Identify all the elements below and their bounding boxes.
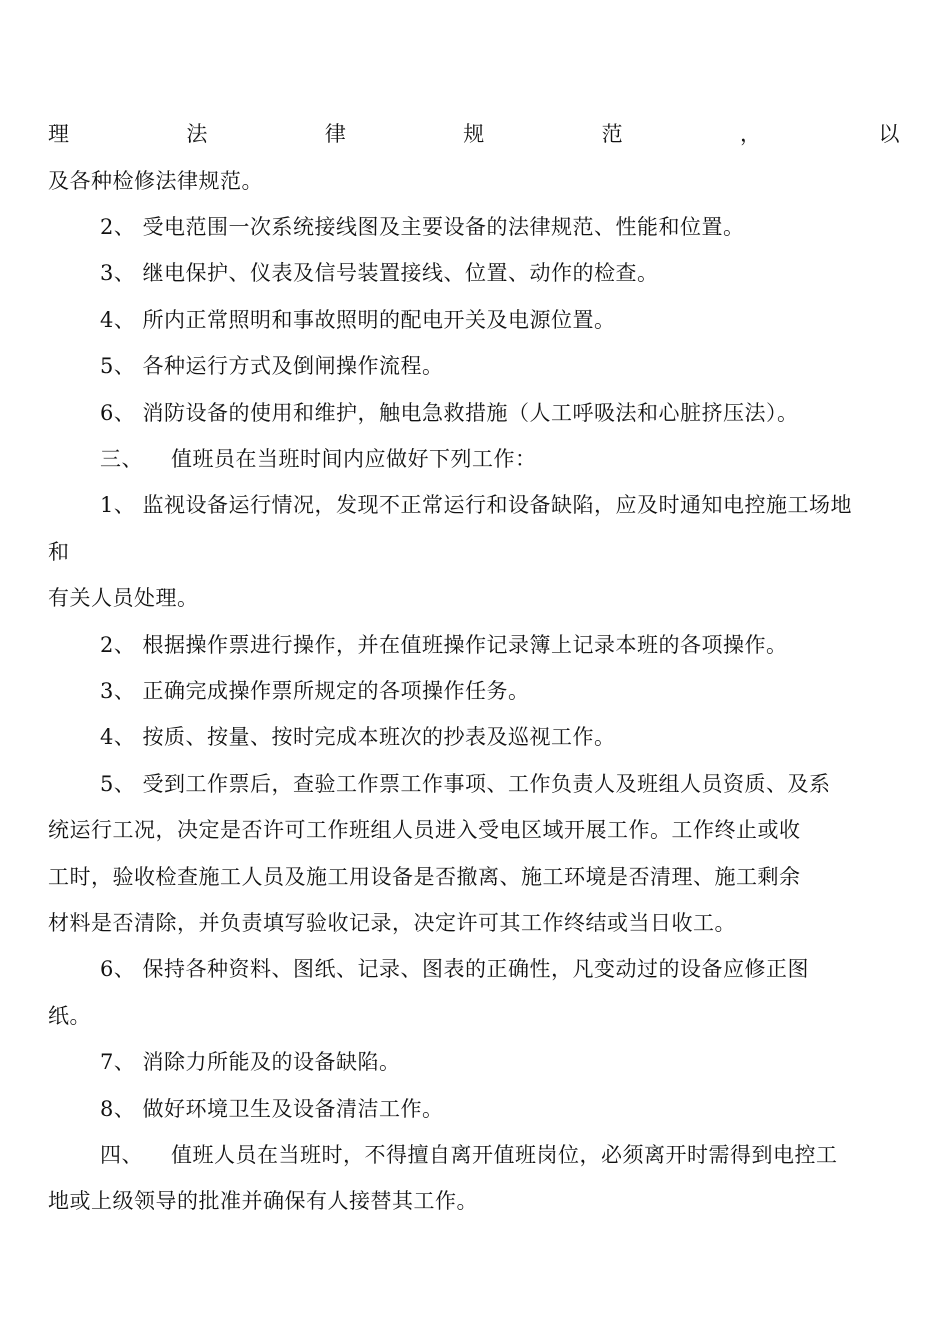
text-line: 材料是否清除，并负责填写验收记录，决定许可其工作终结或当日收工。 xyxy=(48,911,736,935)
text-line: 地或上级领导的批准并确保有人接替其工作。 xyxy=(48,1189,478,1213)
list-item: 6、 消防设备的使用和维护，触电急救措施（人工呼吸法和心脏挤压法）。 xyxy=(100,401,799,425)
section-heading xyxy=(100,1140,838,1170)
list-item: 2、 受电范围一次系统接线图及主要设备的法律规范、性能和位置。 xyxy=(100,215,745,239)
text-line: 有关人员处理。 xyxy=(48,586,199,610)
section-number: 三、 xyxy=(100,447,143,471)
justified-line xyxy=(48,119,900,149)
text-line: 及各种检修法律规范。 xyxy=(48,169,263,193)
section-text: 值班员在当班时间内应做好下列工作： xyxy=(171,447,537,471)
list-item: 5、 各种运行方式及倒闸操作流程。 xyxy=(100,354,444,378)
text-line: 统运行工况，决定是否许可工作班组人员进入受电区域开展工作。工作终止或收 xyxy=(48,818,801,842)
char: 以 xyxy=(878,122,900,146)
section-number: 四、 xyxy=(100,1143,143,1167)
list-item: 5、 受到工作票后，查验工作票工作事项、工作负责人及班组人员资质、及系 xyxy=(100,772,831,796)
char: ， xyxy=(740,122,762,146)
text-line: 纸。 xyxy=(48,1004,91,1028)
list-item: 1、 监视设备运行情况，发现不正常运行和设备缺陷，应及时通知电控施工场地 xyxy=(100,493,853,517)
text-line: 工时，验收检查施工人员及施工用设备是否撤离、施工环境是否清理、施工剩余 xyxy=(48,865,801,889)
char: 律 xyxy=(324,122,347,146)
char: 范 xyxy=(601,122,624,146)
char: 规 xyxy=(463,122,485,146)
list-item: 7、 消除力所能及的设备缺陷。 xyxy=(100,1050,401,1074)
char: 理 xyxy=(48,122,70,146)
list-item: 2、 根据操作票进行操作，并在值班操作记录簿上记录本班的各项操作。 xyxy=(100,633,788,657)
list-item: 3、 正确完成操作票所规定的各项操作任务。 xyxy=(100,679,530,703)
list-item: 8、 做好环境卫生及设备清洁工作。 xyxy=(100,1097,444,1121)
text-line: 和 xyxy=(48,540,70,564)
list-item: 4、 所内正常照明和事故照明的配电开关及电源位置。 xyxy=(100,308,616,332)
list-item: 6、 保持各种资料、图纸、记录、图表的正确性，凡变动过的设备应修正图 xyxy=(100,957,810,981)
list-item: 4、 按质、按量、按时完成本班次的抄表及巡视工作。 xyxy=(100,725,616,749)
list-item: 3、 继电保护、仪表及信号装置接线、位置、动作的检查。 xyxy=(100,261,659,285)
section-heading xyxy=(100,444,537,474)
section-text: 值班人员在当班时，不得擅自离开值班岗位，必须离开时需得到电控工 xyxy=(171,1143,838,1167)
char: 法 xyxy=(186,122,208,146)
